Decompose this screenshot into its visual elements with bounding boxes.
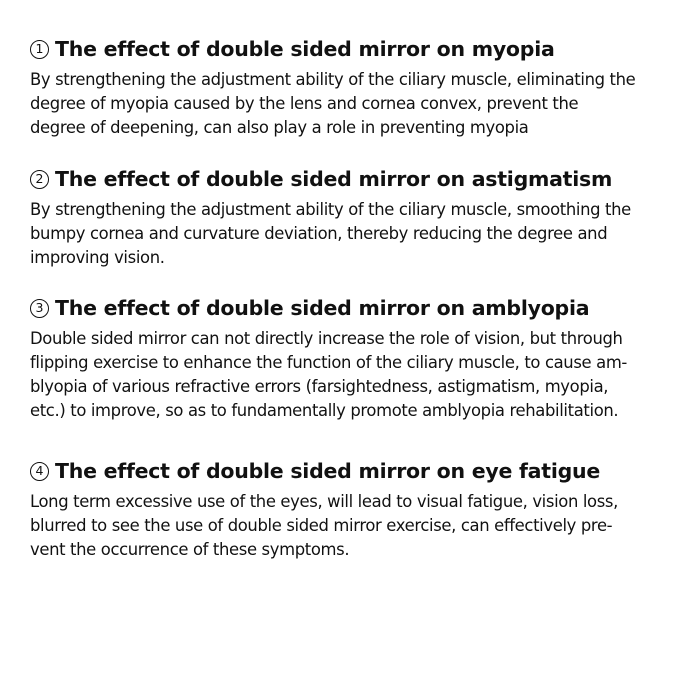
section-heading (30, 166, 675, 192)
number-badge: 4 (30, 462, 49, 481)
body-line: degree of myopia caused by the lens and cornea convex, prevent the (30, 94, 579, 113)
section-title: The effect of double sided mirror on astigmatism (55, 167, 613, 191)
body-line: flipping exercise to enhance the function of the ciliary muscle, to cause am- (30, 353, 627, 372)
section-myopia (30, 36, 675, 140)
number-badge: 3 (30, 299, 49, 318)
body-line: degree of deepening, can also play a role in preventing myopia (30, 118, 529, 137)
body-line: blyopia of various refractive errors (farsightedness, astigmatism, myopia, (30, 377, 609, 396)
section-heading (30, 36, 675, 62)
section-eye-fatigue (30, 458, 675, 562)
number-badge: 1 (30, 40, 49, 59)
body-line: bumpy cornea and curvature deviation, thereby reducing the degree and (30, 224, 608, 243)
body-line: vent the occurrence of these symptoms. (30, 540, 350, 559)
section-title: The effect of double sided mirror on amblyopia (55, 296, 590, 320)
body-line: Double sided mirror can not directly increase the role of vision, but through (30, 329, 623, 348)
body-line: blurred to see the use of double sided mirror exercise, can effectively pre- (30, 516, 613, 535)
body-line: By strengthening the adjustment ability of the ciliary muscle, eliminating the (30, 70, 636, 89)
body-line: etc.) to improve, so as to fundamentally promote amblyopia rehabilitation. (30, 401, 619, 420)
body-line: Long term excessive use of the eyes, will lead to visual fatigue, vision loss, (30, 492, 618, 511)
section-heading (30, 295, 675, 321)
body-line: By strengthening the adjustment ability of the ciliary muscle, smoothing the (30, 200, 631, 219)
section-title: The effect of double sided mirror on eye fatigue (55, 459, 601, 483)
section-title: The effect of double sided mirror on myopia (55, 37, 555, 61)
body-line: improving vision. (30, 248, 165, 267)
number-badge: 2 (30, 170, 49, 189)
section-heading (30, 458, 675, 484)
section-astigmatism (30, 166, 675, 270)
section-amblyopia (30, 295, 675, 423)
